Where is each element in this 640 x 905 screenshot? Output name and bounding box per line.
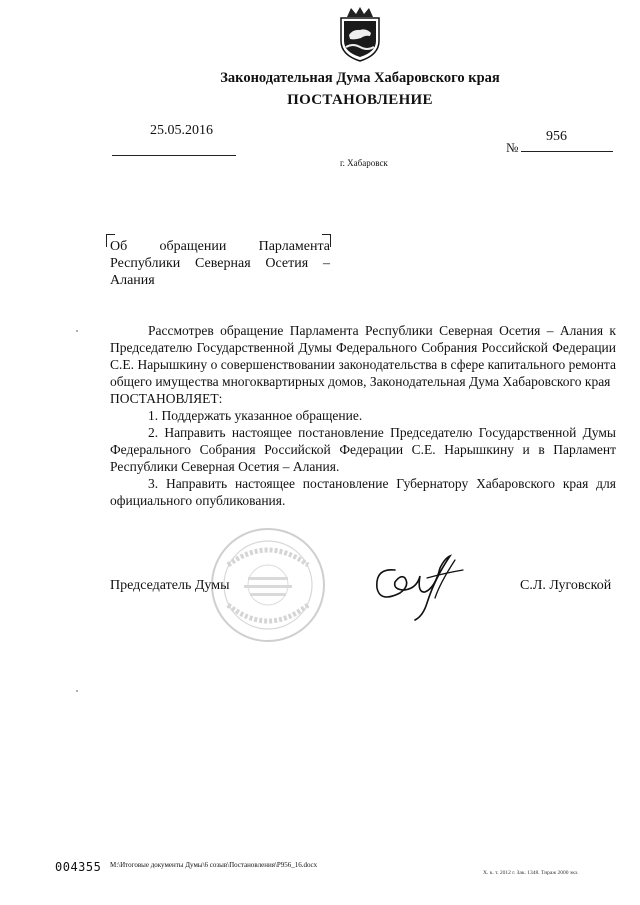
resolution-item-3: 3. Направить настоящее постановление Губернатору Хабаровского края для официального опубликования. bbox=[110, 476, 616, 508]
print-info: Х. к. т. 2012 г. Зак. 1348. Тираж 2000 экз. bbox=[483, 870, 579, 876]
preamble-paragraph: Рассмотрев обращение Парламента Республики Северная Осетия – Алания к Председателю Государственной Думы Федерального Собрания Российской Федерации С.Е. Нарышкину о совершенствовании законодательства в сфере капитального ремонта общего имущества многоквартирных домов, Законодательная Дума Хабаровского края bbox=[110, 323, 616, 389]
document-serial-number: 004355 bbox=[55, 860, 102, 874]
document-type: ПОСТАНОВЛЕНИЕ bbox=[287, 92, 433, 108]
scan-dot bbox=[76, 690, 78, 692]
chairman-position: Председатель Думы bbox=[110, 578, 230, 593]
resolution-item-2: 2. Направить настоящее постановление Председателю Государственной Думы Федерального Собрания Российской Федерации С.Е. Нарышкину и в Парламент Республики Северная Осетия – Алания. bbox=[110, 425, 616, 474]
signature-icon bbox=[365, 548, 475, 623]
document-number: 956 bbox=[546, 129, 567, 144]
scan-dot bbox=[76, 330, 78, 332]
document-body bbox=[110, 322, 616, 509]
document-subject: Об обращении Парламента Республики Северная Осетия – Алания bbox=[110, 239, 330, 288]
file-path: M:\Итоговые документы Думы\6 созыв\Постановления\P956_16.docx bbox=[110, 861, 318, 869]
organization-name: Законодательная Дума Хабаровского края bbox=[220, 70, 500, 86]
document-date: 25.05.2016 bbox=[150, 123, 213, 138]
date-underline bbox=[112, 155, 236, 156]
number-sign: № bbox=[506, 140, 519, 155]
resolution-item-1: 1. Поддержать указанное обращение. bbox=[148, 408, 363, 423]
city-label: г. Хабаровск bbox=[340, 158, 388, 168]
number-underline bbox=[521, 151, 613, 152]
coat-of-arms-icon bbox=[335, 5, 385, 63]
signer-name: С.Л. Луговской bbox=[520, 578, 612, 593]
resolves-heading: ПОСТАНОВЛЯЕТ: bbox=[110, 391, 223, 406]
